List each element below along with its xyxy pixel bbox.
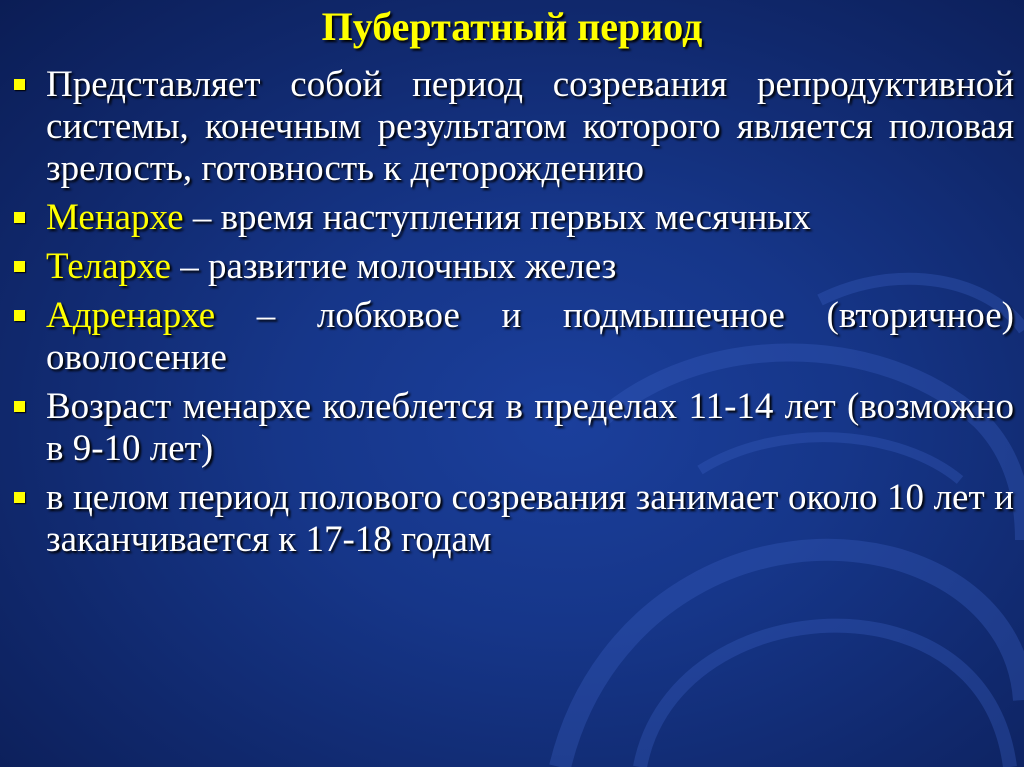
- bullet-item-thelarche: [46, 246, 1014, 288]
- bullet-text: – лобковое и подмышечное (вторичное) оволосение: [46, 295, 1014, 378]
- bullet-text: Возраст менархе колеблется в пределах 11-14 лет (возможно в 9-10 лет): [46, 386, 1014, 469]
- square-bullet-icon: [14, 261, 25, 272]
- bullet-text: – развитие молочных желез: [171, 246, 617, 287]
- bullet-item-menarche: [46, 197, 1014, 239]
- square-bullet-icon: [14, 79, 25, 90]
- bullet-list: [46, 64, 1014, 568]
- slide-title: Пубертатный период: [321, 4, 703, 49]
- square-bullet-icon: [14, 401, 25, 412]
- bullet-term: Телархе: [46, 246, 172, 287]
- bullet-item-duration: [46, 477, 1014, 561]
- bullet-item-definition: [46, 64, 1014, 190]
- square-bullet-icon: [14, 212, 25, 223]
- bullet-text: Представляет собой период созревания репродуктивной системы, конечным результатом которого является половая зрелость, готовность к деторождению: [46, 64, 1014, 189]
- bullet-term: Менархе: [46, 197, 184, 238]
- bullet-item-menarche-age: [46, 386, 1014, 470]
- bullet-item-adrenarche: [46, 295, 1014, 379]
- square-bullet-icon: [14, 310, 25, 321]
- bullet-term: Адренархе: [46, 295, 216, 336]
- bullet-text: – время наступления первых месячных: [183, 197, 811, 238]
- bullet-text: в целом период полового созревания занимает около 10 лет и заканчивается к 17-18 годам: [46, 477, 1014, 560]
- square-bullet-icon: [14, 492, 25, 503]
